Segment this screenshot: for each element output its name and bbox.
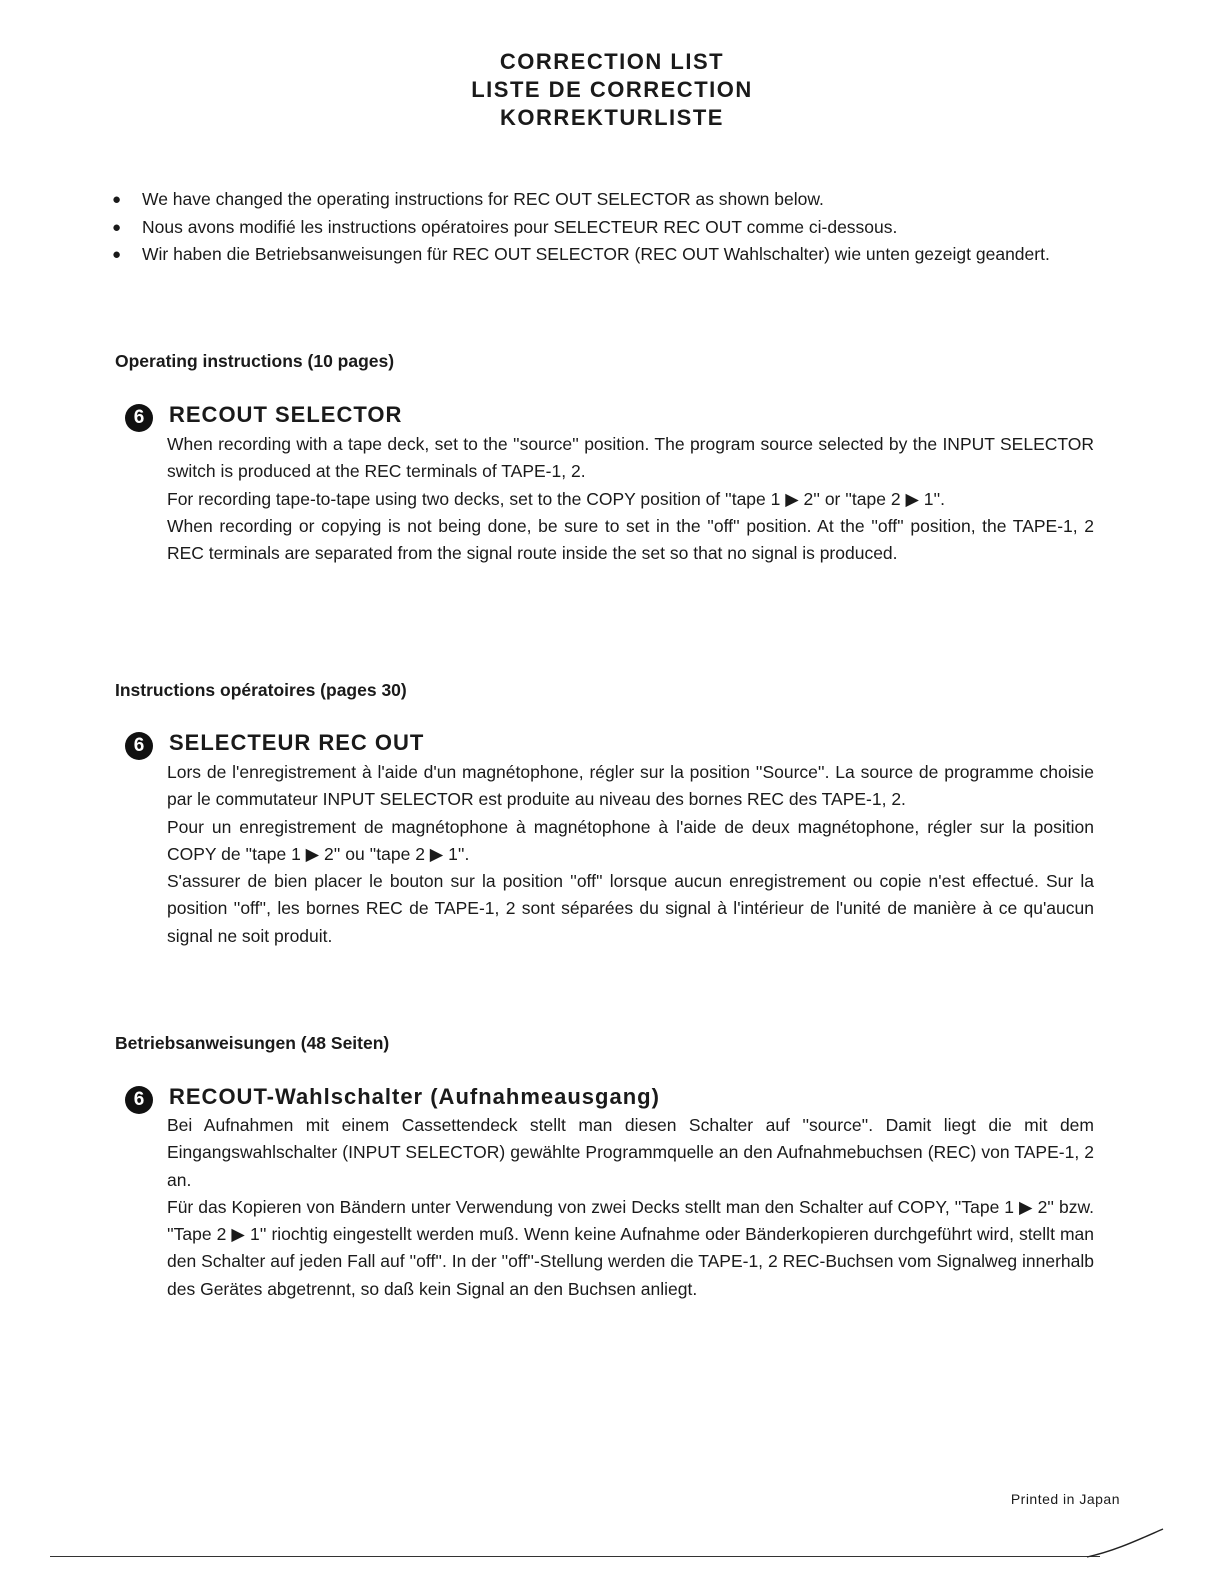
item-number-badge-icon: 6 xyxy=(125,404,153,432)
body-paragraph: Für das Kopieren von Bändern unter Verwendung von zwei Decks stellt man den Schalter auf COPY, ''Tape 1 ▶ 2'' bzw. ''Tape 2 ▶ 1'' riochtig eingestellt werden muß. Wenn keine Aufnahme oder Bänderkopieren durchgeführt wird, stellt man den Schalter auf jeden Fall auf ''off''. In der ''off''-Stellung werden die TAPE-1, 2 REC-Buchsen vom Signalweg innerhalb des Gerätes abgetrennt, so daß kein Signal an den Buchsen anliegt. xyxy=(167,1196,1094,1299)
body-paragraph: When recording with a tape deck, set to the ''source'' position. The program source selected by the INPUT SELECTOR switch is produced at the REC terminals of TAPE-1, 2. xyxy=(167,434,1094,482)
body-paragraph: For recording tape-to-tape using two decks, set to the COPY position of ''tape 1 ▶ 2'' or ''tape 2 ▶ 1''. xyxy=(167,488,946,509)
body-paragraph: Lors de l'enregistrement à l'aide d'un magnétophone, régler sur la position ''Source''. La source de programme choisie par le commutateur INPUT SELECTOR est produite au niveau des bornes REC des TAPE-1, 2. xyxy=(167,762,1094,810)
body-paragraph: Pour un enregistrement de magnétophone à magnétophone à l'aide de deux magnétophone, régler sur la position COPY de ''tape 1 ▶ 2'' ou ''tape 2 ▶ 1''. xyxy=(167,816,1094,864)
document-title xyxy=(0,48,1224,132)
bullet-dot-icon: ● xyxy=(112,191,122,208)
title-line-french: LISTE DE CORRECTION xyxy=(471,77,753,102)
body-paragraph: When recording or copying is not being done, be sure to set in the ''off'' position. At the ''off'' position, the TAPE-1, 2 REC terminals are separated from the signal route inside the set so that no signal is produced. xyxy=(167,515,1094,564)
bullet-item-german xyxy=(112,241,1097,269)
title-line-german: KORREKTURLISTE xyxy=(500,105,724,130)
bullet-text: Nous avons modifié les instructions opératoires pour SELECTEUR REC OUT comme ci-dessous. xyxy=(142,216,898,237)
bullet-item-english xyxy=(112,186,1097,214)
item-number-badge-icon: 6 xyxy=(125,732,153,760)
item-body-french xyxy=(167,759,1094,950)
section-heading-german: Betriebsanweisungen (48 Seiten) xyxy=(115,1033,390,1053)
item-title-french: SELECTEUR REC OUT xyxy=(169,730,425,755)
intro-bullet-list xyxy=(112,186,1097,269)
body-paragraph: Bei Aufnahmen mit einem Cassettendeck stellt man diesen Schalter auf ''source''. Damit liegt die mit dem Eingangswahlschalter (INPUT SELECTOR) gewählte Programmquelle an den Aufnahmebuchsen (REC) von TAPE-1, 2 an. xyxy=(167,1115,1094,1190)
bullet-text: We have changed the operating instructions for REC OUT SELECTOR as shown below. xyxy=(142,189,824,209)
title-line-english: CORRECTION LIST xyxy=(499,49,725,74)
item-title-german: RECOUT-Wahlschalter (Aufnahmeausgang) xyxy=(169,1084,660,1109)
bullet-item-french xyxy=(112,214,1097,242)
printed-in-footer: Printed in Japan xyxy=(1010,1491,1120,1507)
section-heading-french: Instructions opératoires (pages 30) xyxy=(115,680,407,700)
bullet-dot-icon: ● xyxy=(112,218,122,236)
item-body-english xyxy=(167,431,1094,567)
item-title-english: RECOUT SELECTOR xyxy=(169,402,403,427)
bullet-dot-icon: ● xyxy=(112,246,122,263)
bullet-text: Wir haben die Betriebsanweisungen für REC OUT SELECTOR (REC OUT Wahlschalter) wie unten gezeigt geandert. xyxy=(142,244,1050,264)
item-number-badge-icon: 6 xyxy=(125,1086,153,1114)
body-paragraph: S'assurer de bien placer le bouton sur la position ''off'' lorsque aucun enregistrement ou copie n'est effectué. Sur la position ''off'', les bornes REC de TAPE-1, 2 sont séparées du signal à l'intérieur de l'unité de manière à ce qu'aucun signal ne soit produit. xyxy=(167,871,1094,946)
section-heading-english: Operating instructions (10 pages) xyxy=(115,351,395,371)
item-body-german xyxy=(167,1112,1094,1303)
bottom-divider xyxy=(50,1556,1100,1557)
pen-stroke-icon xyxy=(1085,1525,1165,1560)
